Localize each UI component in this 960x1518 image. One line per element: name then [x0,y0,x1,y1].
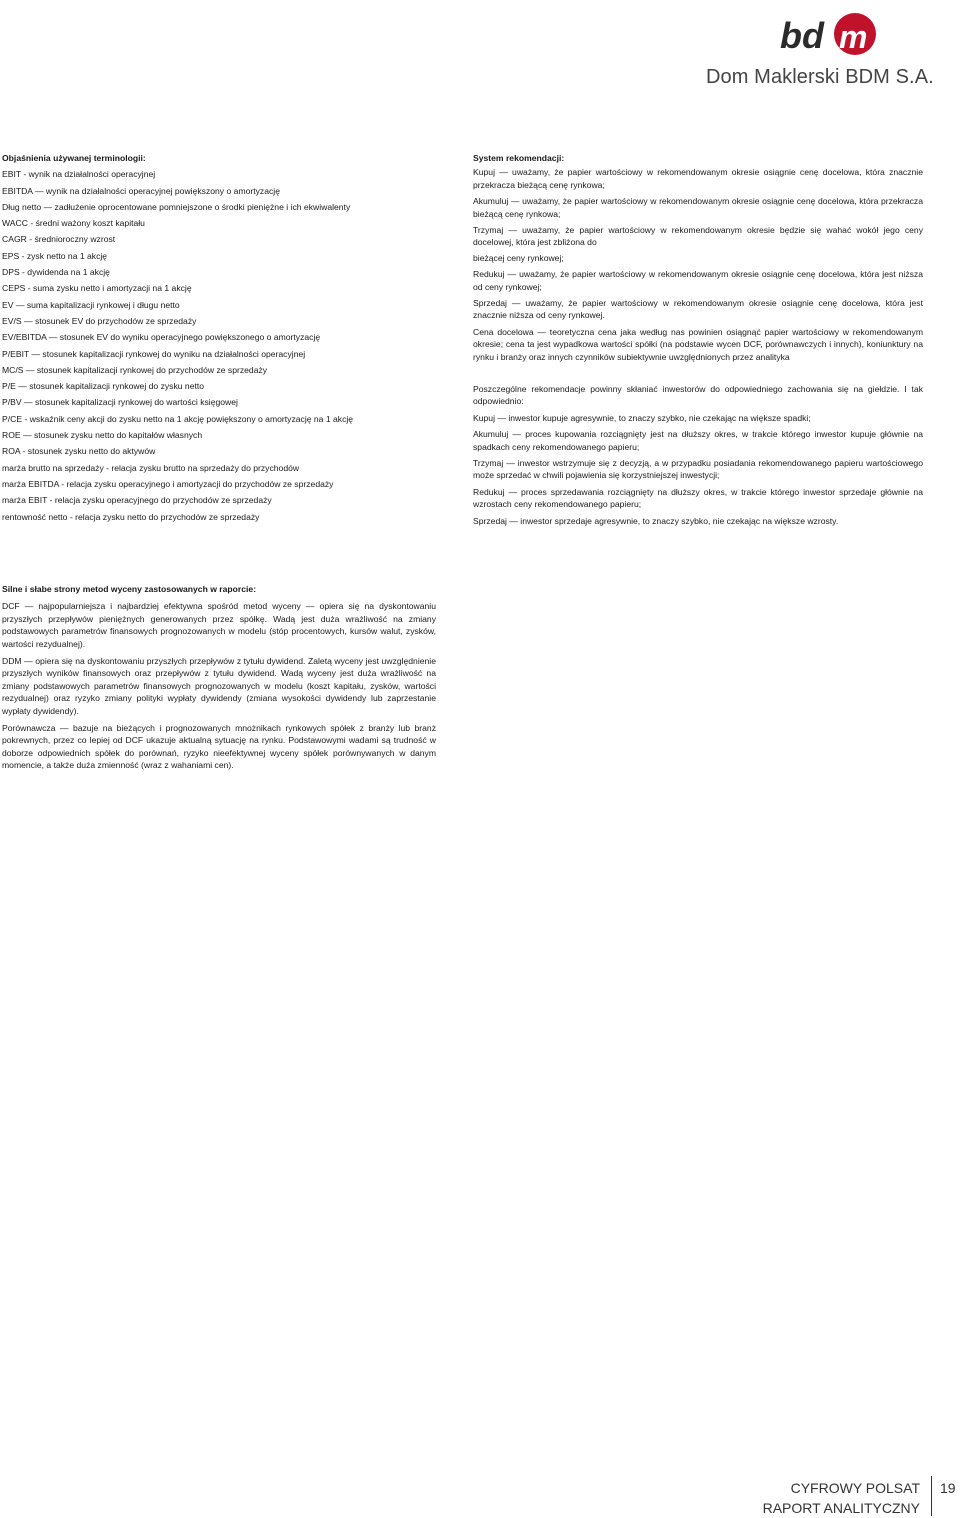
recommendation-title: System rekomendacji: [473,153,565,163]
terminology-item: EV/EBITDA — stosunek EV do wyniku operacyjnego powiększonego o amortyzację [2,332,321,343]
terminology-item: ROE — stosunek zysku netto do kapitałów własnych [2,430,203,441]
recommendation-definition: bieżącej ceny rynkowej; [473,252,564,263]
behaviour-item: Akumuluj — proces kupowania rozciągnięty jest na dłuższy okres, w trakcie którego inwestor kupuje głównie na spadkach ceny rekomendowanego papieru; [473,429,923,452]
terminology-item: MC/S — stosunek kapitalizacji rynkowej do przychodów ze sprzedaży [2,364,268,375]
footer-divider [931,1476,932,1516]
terminology-item: EV — suma kapitalizacji rynkowej i długu netto [2,299,180,310]
terminology-item: P/E — stosunek kapitalizacji rynkowej do zysku netto [2,381,205,392]
terminology-section [2,150,442,525]
terminology-item: marża EBIT - relacja zysku operacyjnego do przychodów ze sprzedaży [2,495,272,506]
valuation-methods-title: Silne i słabe strony metod wyceny zastosowanych w raporcie: [2,584,257,594]
recommendation-definition: Trzymaj — uważamy, że papier wartościowy w rekomendowanym okresie będzie się wahać wokół jego ceny docelowej, która jest zbliżona do [473,224,923,248]
terminology-item: DPS - dywidenda na 1 akcję [2,267,110,278]
recommendation-definition: Redukuj — uważamy, że papier wartościowy w rekomendowanym okresie osiągnie cenę docelowa, która jest niższa od ceny rynkowej; [473,269,923,292]
valuation-method-comparative: Porównawcza — bazuje na bieżących i prognozowanych mnożnikach rynkowych spółek z branży lub branż pokrewnych, przez co lepiej od DCF ukazuje aktualną sytuację na rynku. Podstawowymi wadami są trudność w doborze odpowiednich spółek do porównań, ryzyko nieefektywnej wyceny spółek porównywanych w danym momencie, a także duża zmienność (wraz z wahaniami cen). [2,722,436,771]
svg-text:m: m [839,19,868,55]
valuation-methods-section [2,581,436,777]
svg-text:bd: bd [780,15,824,56]
target-price-definition: Cena docelowa — teoretyczna cena jaka według nas powinien osiągnąć papier wartościowy w rekomendowanym okresie; cena ta jest wypadkowa wartości spółki (na podstawie wycen DCF, porównawczych i innych), koniunktury na rynku i branży oraz innych czynników subiektywnie uwzględnionych przez analityka [473,326,923,362]
valuation-method-dcf: DCF — najpopularniejsza i najbardziej efektywna spośród metod wyceny — opiera się na dyskontowaniu przyszłych przepływów pieniężnych generowanych przez spółkę. Wadą jest duża wrażliwość na zmiany podstawowych parametrów finansowych prognozowanych w modelu (stóp procentowych, kursów walut, zysków, wartości rezydualnej). [2,601,436,649]
bdm-logo-icon [780,10,880,58]
recommendation-section [473,150,923,531]
terminology-item: CAGR - średnioroczny wzrost [2,234,116,245]
terminology-item: marża EBITDA - relacja zysku operacyjnego i amortyzacji do przychodów ze sprzedaży [2,478,334,489]
company-name: Dom Maklerski BDM S.A. [706,66,934,88]
terminology-item: P/CE - wskaźnik ceny akcji do zysku netto na 1 akcję powiększony o amortyzację na 1 akcję [2,413,354,424]
terminology-title: Objaśnienia używanej terminologii: [2,153,146,163]
terminology-item: marża brutto na sprzedaży - relacja zysku brutto na sprzedaży do przychodów [2,462,300,473]
terminology-item: Dług netto — zadłużenie oprocentowane pomniejszone o środki pieniężne i ich ekwiwalenty [2,201,351,212]
company-logo [700,8,950,88]
terminology-item: EV/S — stosunek EV do przychodów ze sprzedaży [2,315,197,326]
behaviour-item: Redukuj — proces sprzedawania rozciągnięty na dłuższy okres, w trakcie którego inwestor sprzedaje głównie na wzrostach ceny rekomendowanego papieru; [473,486,923,510]
terminology-item: EPS - zysk netto na 1 akcję [2,250,108,261]
terminology-item: ROA - stosunek zysku netto do aktywów [2,446,156,457]
valuation-method-ddm: DDM — opiera się na dyskontowaniu przyszłych przepływów z tytułu dywidend. Zaletą wyceny jest uwzględnienie przyszłych wyników finansowych oraz przepływów z tytułu dywidend. Wadą wyceny jest duża wrażliwość na zmiany podstawowych parametrów finansowych prognozowanych w modelu (koszt kapitału, zysków, wartości rezydualnej) oraz ryzyko zmiany polityki wypłaty dywidendy (zmiana wysokości dywidendy lub zaprzestanie wypłaty dywidendy). [2,655,436,716]
behaviour-item: Kupuj — inwestor kupuje agresywnie, to znaczy szybko, nie czekając na większe spadki; [473,412,811,423]
recommendation-definition: Akumuluj — uważamy, że papier wartościowy w rekomendowanym okresie osiągnie cenę docelowa, która przekracza bieżącą cenę rynkowa; [473,196,923,219]
terminology-item: CEPS - suma zysku netto i amortyzacji na 1 akcję [2,283,192,294]
footer-company: CYFROWY POLSAT [790,1480,920,1496]
terminology-item: EBIT - wynik na działalności operacyjnej [2,169,156,180]
behaviour-item: Trzymaj — inwestor wstrzymuje się z decyzją, a w przypadku posiadania rekomendowanego papieru wartościowego może sprzedać w chwili pojawienia się korzystniejszej inwestycji; [473,458,923,481]
terminology-item: P/EBIT — stosunek kapitalizacji rynkowej do wyniku na działalności operacyjnej [2,348,306,359]
recommendation-definition: Kupuj — uważamy, że papier wartościowy w rekomendowanym okresie osiągnie cenę docelowa, która znacznie przekracza bieżącą cenę rynkowa; [473,167,923,190]
behaviour-item: Sprzedaj — inwestor sprzedaje agresywnie, to znaczy szybko, nie czekając na większe wzrosty. [473,515,839,526]
page-number: 19 [940,1480,956,1496]
recommendation-definition: Sprzedaj — uważamy, że papier wartościowy w rekomendowanym okresie osiągnie cenę docelowa, która jest znacznie niższa od ceny rynkowej. [473,297,923,321]
spacer [473,367,923,383]
footer-report-type: RAPORT ANALITYCZNY [762,1500,920,1516]
behaviour-intro: Poszczególne rekomendacje powinny skłaniać inwestorów do odpowiedniego zachowania się na giełdzie. I tak odpowiednio: [473,383,923,407]
terminology-item: EBITDA — wynik na działalności operacyjnej powiększony o amortyzację [2,185,280,196]
terminology-item: rentowność netto - relacja zysku netto do przychodów ze sprzedaży [2,511,260,522]
page-footer [760,1476,960,1516]
terminology-item: P/BV — stosunek kapitalizacji rynkowej do wartości księgowej [2,397,238,408]
terminology-item: WACC - średni ważony koszt kapitału [2,218,145,229]
